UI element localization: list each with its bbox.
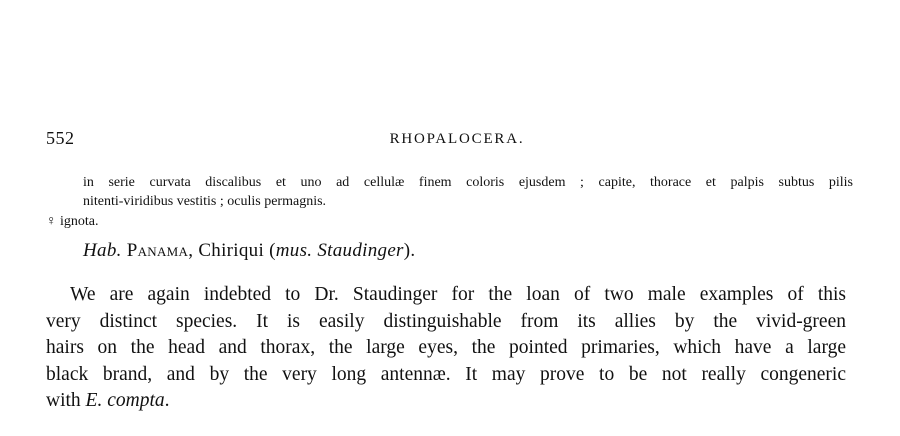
- page-number: 552: [46, 128, 75, 148]
- habitat-line: [83, 240, 415, 262]
- body-line-suffix: .: [164, 390, 170, 411]
- body-line: very distinct species. It is easily distinguishable from its allies by the vivid-green: [46, 310, 846, 332]
- habitat-paren-open: (: [269, 240, 276, 261]
- habitat-label: Hab.: [83, 240, 122, 261]
- diagnosis-line: nitenti-viridibus vestitis ; oculis permagnis.: [83, 194, 327, 209]
- body-line: We are again indebted to Dr. Staudinger for the loan of two male examples of this: [70, 284, 846, 305]
- body-line: hairs on the head and thorax, the large eyes, the pointed primaries, which have a large: [46, 337, 846, 358]
- habitat-locality: Panama: [126, 240, 189, 261]
- habitat-source: mus. Staudinger: [275, 240, 404, 261]
- habitat-place: , Chiriqui: [188, 240, 270, 261]
- body-line: [46, 388, 846, 415]
- habitat-paren-close: ).: [403, 240, 416, 261]
- body-line: black brand, and by the very long antennæ. It may prove to be not really congeneric: [46, 363, 846, 385]
- body-paragraph: [46, 282, 846, 415]
- body-line-prefix: with: [46, 390, 86, 411]
- diagnosis-line: in serie curvata discalibus et uno ad cellulæ finem coloris ejusdem ; capite, thorace et palpis subtus pilis: [83, 175, 853, 190]
- species-name: E. compta: [85, 390, 165, 411]
- female-note: ♀ ignota.: [46, 214, 99, 229]
- running-head: RHOPALOCERA.: [389, 131, 525, 147]
